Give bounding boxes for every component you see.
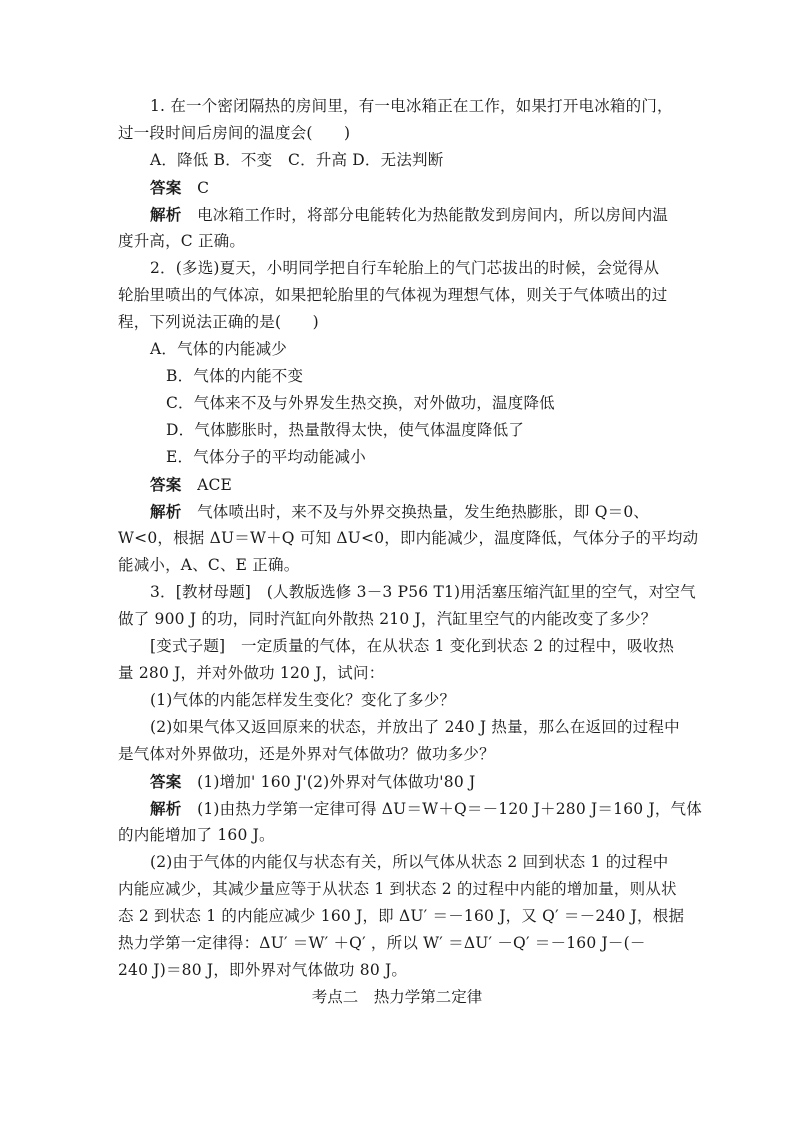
- q3-source-line-1: 3．[教材母题] (人教版选修 3－3 P56 T1)用活塞压缩汽缸里的空气，对空气: [150, 583, 696, 601]
- q1-options: A．降低 B．不变 C．升高 D．无法判断: [150, 151, 444, 169]
- q2-option-e: E．气体分子的平均动能减小: [166, 448, 366, 466]
- q2-option-c: C．气体来不及与外界发生热交换，对外做功，温度降低: [166, 394, 555, 412]
- q3-analysis-line-7: 240 J)＝80 J，即外界对气体做功 80 J。: [118, 961, 408, 979]
- q3-sub-question-2-line-1: (2)如果气体又返回原来的状态，并放出了 240 J 热量，那么在返回的过程中: [150, 718, 680, 736]
- q2-option-a: A．气体的内能减少: [150, 340, 287, 358]
- q2-option-b: B．气体的内能不变: [166, 367, 304, 385]
- q1-stem-line-1: 1. 在一个密闭隔热的房间里，有一电冰箱正在工作，如果打开电冰箱的门，: [150, 97, 673, 115]
- q2-stem-line-1: 2．(多选)夏天，小明同学把自行车轮胎上的气门芯拔出的时候，会觉得从: [150, 259, 660, 277]
- line-text: C: [181, 179, 210, 197]
- q3-analysis-line-3: (2)由于气体的内能仅与状态有关，所以气体从状态 2 回到状态 1 的过程中: [150, 853, 669, 871]
- line-text: (1)增加' 160 J'(2)外界对气体做功'80 J: [181, 773, 476, 791]
- line-label: 答案: [150, 178, 182, 197]
- line-label: 解析: [150, 205, 182, 224]
- q3-analysis-line-1: [150, 795, 702, 822]
- q2-option-d: D．气体膨胀时，热量散得太快，使气体温度降低了: [166, 421, 525, 439]
- q2-answer: [150, 471, 232, 498]
- line-text: (1)由热力学第一定律可得 ΔU＝W＋Q＝－120 J＋280 J＝160 J，气体: [181, 800, 702, 818]
- q3-variant-line-2: 量 280 J，并对外做功 120 J，试问：: [118, 664, 385, 682]
- line-text: 气体喷出时，来不及与外界交换热量，发生绝热膨胀，即 Q＝0、: [181, 503, 650, 521]
- line-label: 答案: [150, 475, 182, 494]
- line-label: 解析: [150, 502, 182, 521]
- line-text: ACE: [181, 476, 233, 494]
- q3-analysis-line-5: 态 2 到状态 1 的内能应减少 160 J，即 ΔU′ ＝－160 J，又 Q′ ＝－240 J，根据: [118, 907, 685, 925]
- q1-analysis-line-2: 度升高，C 正确。: [118, 232, 246, 250]
- line-label: 解析: [150, 799, 182, 818]
- q3-sub-question-2-line-2: 是气体对外界做功，还是外界对气体做功？做功多少？: [118, 745, 495, 763]
- line-text: 电冰箱工作时，将部分电能转化为热能散发到房间内，所以房间内温: [181, 206, 669, 224]
- q3-analysis-line-4: 内能应减少，其减少量应等于从状态 1 到状态 2 的过程中内能的增加量，则从状: [118, 880, 677, 898]
- q3-variant-line-1: [变式子题] 一定质量的气体，在从状态 1 变化到状态 2 的过程中，吸收热: [150, 637, 675, 655]
- q1-stem-line-2: 过一段时间后房间的温度会( ): [118, 124, 351, 142]
- q3-source-line-2: 做了 900 J 的功，同时汽缸向外散热 210 J，汽缸里空气的内能改变了多少？: [118, 610, 657, 628]
- q3-analysis-line-6: 热力学第一定律得：ΔU′ ＝W′ ＋Q′ ，所以 W′ ＝ΔU′ －Q′ ＝－160 J－(－: [118, 934, 646, 952]
- q3-answer: [150, 768, 475, 795]
- q2-stem-line-2: 轮胎里喷出的气体凉，如果把轮胎里的气体视为理想气体，则关于气体喷出的过: [118, 286, 668, 304]
- q2-analysis-line-1: [150, 498, 649, 525]
- q3-analysis-line-2: 的内能增加了 160 J。: [118, 826, 275, 844]
- q3-sub-question-1: (1)气体的内能怎样发生变化？变化了多少？: [150, 691, 456, 709]
- line-label: 答案: [150, 772, 182, 791]
- q1-answer: [150, 174, 209, 201]
- q2-stem-line-3: 程，下列说法正确的是( ): [118, 313, 319, 331]
- q2-analysis-line-3: 能减小，A、C、E 正确。: [118, 556, 300, 574]
- q2-analysis-line-2: W<0，根据 ΔU＝W＋Q 可知 ΔU<0，即内能减少，温度降低，气体分子的平均动: [118, 529, 699, 547]
- section-title: 考点二 热力学第二定律: [311, 988, 483, 1006]
- q1-analysis-line-1: [150, 201, 668, 228]
